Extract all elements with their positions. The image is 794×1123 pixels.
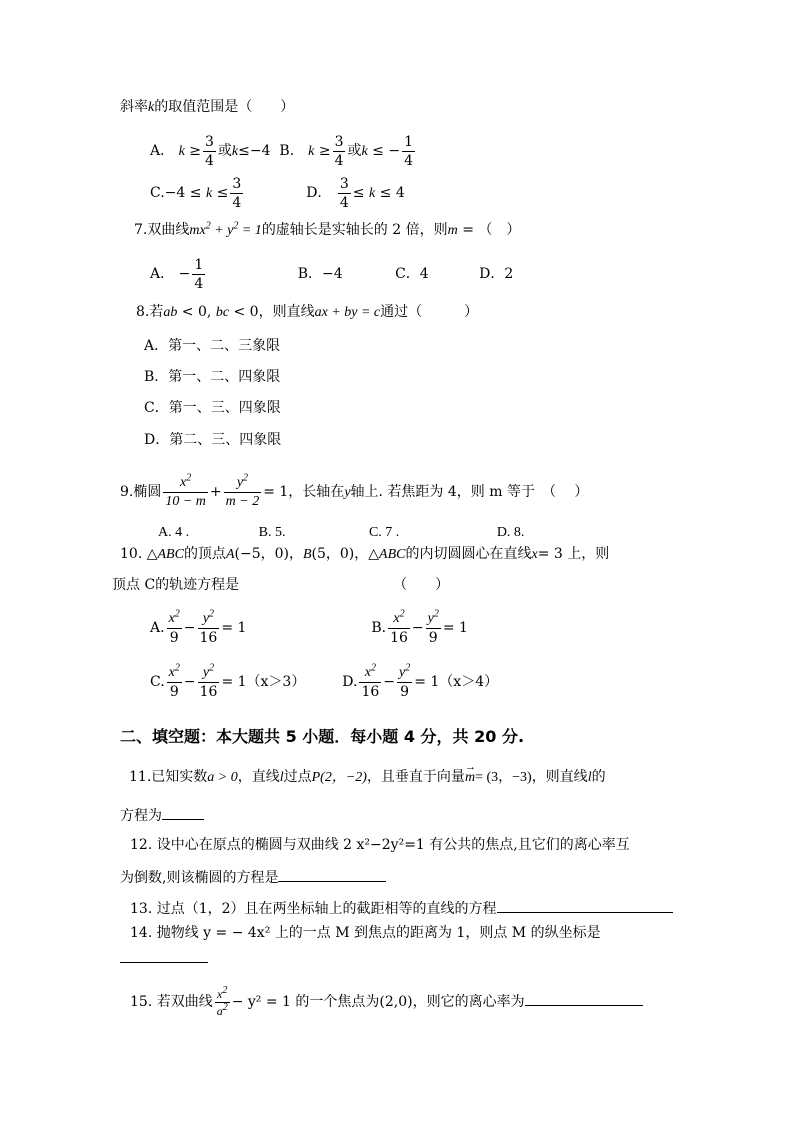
q11-answer-blank[interactable] xyxy=(162,805,204,820)
or-text: 或 xyxy=(217,143,232,159)
q6-options-cd: C.−4 ≤ k ≤ $\frac{3}{4}$ D． $\frac{3}{4}$ ≤ k ≤ 4 xyxy=(150,175,405,211)
q11-line1: 11.已知实数a > 0，直线l过点P(2，−2)，且垂直于向量m → = (3，−3)，则直线l的 xyxy=(129,761,606,785)
q12-line2-text: 为倒数,则该椭圆的方程是 xyxy=(120,870,279,886)
q11-h: ，则直线 xyxy=(531,769,588,785)
q10-d: (5，0)，△ xyxy=(311,546,380,562)
q9-number: 9.椭圆 xyxy=(120,484,162,500)
q8-option-a: A．第一、二、三象限 xyxy=(144,338,281,354)
fraction-x2-16: $\frac{x^2}{16}$ xyxy=(361,661,380,700)
q7-options: A． − $\frac{1}{4}$ B．−4 C．4 D．2 xyxy=(150,256,514,292)
q7-option-c: C．4 xyxy=(395,266,429,282)
fraction-y2-9: $\frac{y^2}{9}$ xyxy=(399,661,411,700)
q11-line2-text: 方程为 xyxy=(120,808,162,824)
q6-options-ab: A． k ≥ $\frac{3}{4}$ 或k≤−4 B． k ≥ $\frac{3}{4}$ 或k ≤ − $\frac{1}{4}$ xyxy=(150,133,413,169)
q11-f: ，且垂直于向量 xyxy=(366,769,465,785)
q11-b: a > 0 xyxy=(207,770,238,785)
q8-option-c: C．第一、三、四象限 xyxy=(144,400,281,416)
q7-mid: 的虚轴长是实轴长的 2 倍，则 xyxy=(261,222,448,238)
q11-d: 过点 xyxy=(283,769,312,785)
q6-option-c-pre: −4 ≤ xyxy=(164,185,202,201)
q10-option-d-cond: = 1（x＞4） xyxy=(414,674,499,690)
q6-option-d-end: ≤ 4 xyxy=(379,185,405,201)
q7-option-a-label: A． xyxy=(150,266,175,282)
fraction-y2: $\frac{y^2}{m - 2}$ xyxy=(225,471,260,509)
q8-number: 8.若 xyxy=(136,304,164,320)
q9-stem: 9.椭圆 $\frac{x^2}{10 - m}$ + $\frac{y^2}{m - 2}$ = 1，长轴在y轴上. 若焦距为 4，则 m 等于 （ ） xyxy=(120,471,589,509)
var-y: y xyxy=(344,485,351,500)
q10-eq: = 1 xyxy=(442,620,468,636)
section-2-title: 二、填空题：本大题共 5 小题．每小题 4 分，共 20 分. xyxy=(120,727,525,746)
frac-den: 4 xyxy=(334,152,344,169)
var-k: k xyxy=(148,100,155,115)
frac-num: 1 xyxy=(404,133,413,150)
frac-den: m − 2 xyxy=(225,493,260,509)
var-k: k xyxy=(368,186,376,201)
fraction-3-4 xyxy=(338,177,351,210)
q14-answer-blank[interactable] xyxy=(120,948,208,963)
var-m: m xyxy=(447,223,458,238)
q11-i: 的 xyxy=(591,769,606,785)
q6-stem xyxy=(120,98,294,117)
fraction-x2-9: $\frac{x^2}{9}$ xyxy=(168,607,180,646)
q9-option-a: A. 4 . xyxy=(158,525,190,540)
or-text: 或 xyxy=(347,143,362,159)
q15-line xyxy=(130,984,643,1020)
q10-option-b-label: B. xyxy=(371,620,387,636)
frac-den: 9 xyxy=(167,682,182,699)
q8-condition-2: bc xyxy=(215,305,230,320)
q7-option-d: D．2 xyxy=(479,266,514,282)
q11-g: = (3，−3) xyxy=(475,770,532,785)
q10-line2-text: 顶点 C的轨迹方程是 xyxy=(112,577,240,593)
q9-option-b: B. 5. xyxy=(258,525,286,540)
frac-den: 4 xyxy=(339,194,349,211)
fraction-3-4 xyxy=(333,135,346,168)
frac-den: 16 xyxy=(199,629,218,646)
frac-den: 16 xyxy=(390,629,408,646)
frac-den: 16 xyxy=(199,683,218,700)
q10-option-c-cond: = 1（x＞3） xyxy=(221,674,306,690)
fraction-y2-16: $\frac{y^2}{16}$ xyxy=(199,607,218,646)
q10-e: 的内切圆圆心在直线 xyxy=(405,546,532,562)
q6-stem-text: 斜率 xyxy=(120,99,148,115)
q8-tail: 通过（ ） xyxy=(380,304,479,320)
frac-den: 4 xyxy=(204,152,214,169)
q7-option-b: B．−4 xyxy=(297,266,343,282)
q8-condition: ab xyxy=(163,305,178,320)
q11-line2 xyxy=(120,805,204,825)
q15-answer-blank[interactable] xyxy=(525,991,643,1006)
fraction-x2-16: $\frac{x^2}{16}$ xyxy=(390,607,408,646)
q9-option-c: C. 7 . xyxy=(368,525,400,540)
frac-num: 3 xyxy=(334,133,344,150)
q6-option-d-label: D． xyxy=(306,185,332,201)
q9-mid: = 1，长轴在 xyxy=(263,484,345,500)
frac-num: 3 xyxy=(232,175,242,192)
fraction-x2-9: $\frac{x^2}{9}$ xyxy=(168,661,180,700)
q14-line: 14. 抛物线 y = − 4x² 上的一点 M 到焦点的距离为 1，则点 M 的纵坐标是 xyxy=(130,925,601,941)
q7-stem: 7.双曲线$mx^2 + y^2 = 1$的虚轴长是实轴长的 2 倍，则m = （ ） xyxy=(134,220,521,238)
var-k: k xyxy=(178,144,185,159)
q11-a: 11.已知实数 xyxy=(129,769,208,785)
q10-eq: = 1 xyxy=(221,620,247,636)
q6-option-a-end: ≤−4 xyxy=(238,143,271,159)
q9-options xyxy=(158,524,524,542)
q10-line2 xyxy=(112,576,449,594)
vector-m: m → xyxy=(464,761,476,785)
q6-option-b-label: B． xyxy=(279,143,304,159)
q10-options-ab: A. $\frac{x^2}{9}$ − $\frac{y^2}{16}$ = 1 B. $\frac{x^2}{16}$ − $\frac{y^2}{9}$ = 1 xyxy=(150,607,468,646)
q8-mid: ，则直线 xyxy=(258,304,315,320)
q13-line xyxy=(130,898,673,918)
var-k: k xyxy=(361,144,368,159)
q8-stem: 8.若ab < 0, bc < 0，则直线ax + by = c通过（ ） xyxy=(136,304,479,320)
fraction-y2-9: $\frac{y^2}{9}$ xyxy=(427,607,439,646)
fraction-x2: $\frac{x^2}{10 - m}$ xyxy=(165,471,206,509)
frac-den: 4 xyxy=(232,194,242,211)
q15-mid: − y² = 1 的一个焦点为(2,0)，则它的离心率为 xyxy=(231,994,525,1010)
q12-line2 xyxy=(120,867,386,887)
frac-den: 10 − m xyxy=(165,493,206,509)
q6-option-c-label: C. xyxy=(150,185,165,201)
frac-den: 4 xyxy=(194,275,204,292)
frac-den: 9 xyxy=(397,682,412,699)
fraction-3-4 xyxy=(230,177,243,210)
fraction-1-4 xyxy=(402,135,415,168)
q12-answer-blank[interactable] xyxy=(278,867,386,882)
fraction-y2-16: $\frac{y^2}{16}$ xyxy=(199,661,218,700)
frac-den: 16 xyxy=(361,683,380,700)
q10-paren: （ ） xyxy=(393,577,450,593)
fraction-3-4 xyxy=(203,135,216,168)
q8-option-b: B．第一、二、四象限 xyxy=(144,369,281,385)
q10-f: = 3 上，则 xyxy=(537,546,610,562)
q15-pre: 15. 若双曲线 xyxy=(130,994,213,1010)
frac-den: 9 xyxy=(426,628,441,645)
var-k: k xyxy=(205,186,213,201)
q10-b: 的顶点 xyxy=(183,546,226,562)
q6-stem-tail: 的取值范围是（ ） xyxy=(154,99,295,115)
q13-text: 13. 过点（1，2）且在两坐标轴上的截距相等的直线的方程 xyxy=(130,901,497,917)
frac-num: 1 xyxy=(194,256,204,273)
q11-c: ，直线 xyxy=(237,769,280,785)
q10-option-c-label: C. xyxy=(150,674,165,690)
q9-mid2: 轴上. 若焦距为 4，则 m 等于 （ ） xyxy=(350,484,589,500)
q8-option-d: D．第二、三、四象限 xyxy=(144,432,282,448)
fraction-x2-a2: $\frac{x^2}{a^2}$ xyxy=(216,984,228,1018)
q10-option-a-label: A. xyxy=(150,620,165,636)
frac-den: 4 xyxy=(404,152,413,169)
q9-option-d: D. 8. xyxy=(496,525,525,540)
q10-num: 10. △ xyxy=(120,546,158,562)
frac-num: 3 xyxy=(204,133,214,150)
q12-line1: 12. 设中心在原点的椭圆与双曲线 2 x²−2y²=1 有公共的焦点,且它们的离心率互 xyxy=(130,837,630,853)
frac-num: 3 xyxy=(339,175,349,192)
q6-option-a-label: A． xyxy=(150,143,175,159)
q11-e: P(2，−2) xyxy=(311,770,367,785)
q7-paren: （ ） xyxy=(478,222,521,238)
q7-equation: $mx^2 + y^2 = 1$ xyxy=(189,220,262,238)
fraction-1-4 xyxy=(192,258,205,291)
var-k: k xyxy=(231,144,239,159)
q13-answer-blank[interactable] xyxy=(497,898,673,913)
q10-line1: 10. △ABC的顶点A(−5，0)，B(5，0)，△ABC的内切圆圆心在直线x= 3 上，则 xyxy=(120,546,610,562)
frac-den: 9 xyxy=(167,628,182,645)
q10-c: (−5，0)， xyxy=(234,546,303,562)
q7-number: 7.双曲线 xyxy=(134,222,190,238)
var-k: k xyxy=(308,144,315,159)
q8-line-eq: ax + by = c xyxy=(314,305,381,320)
q10-options-cd: C. $\frac{x^2}{9}$ − $\frac{y^2}{16}$ = 1（x＞3） D. $\frac{x^2}{16}$ − $\frac{y^2}{9}$ = 1（x＞4） xyxy=(150,661,499,700)
q10-option-d-label: D. xyxy=(342,674,358,690)
